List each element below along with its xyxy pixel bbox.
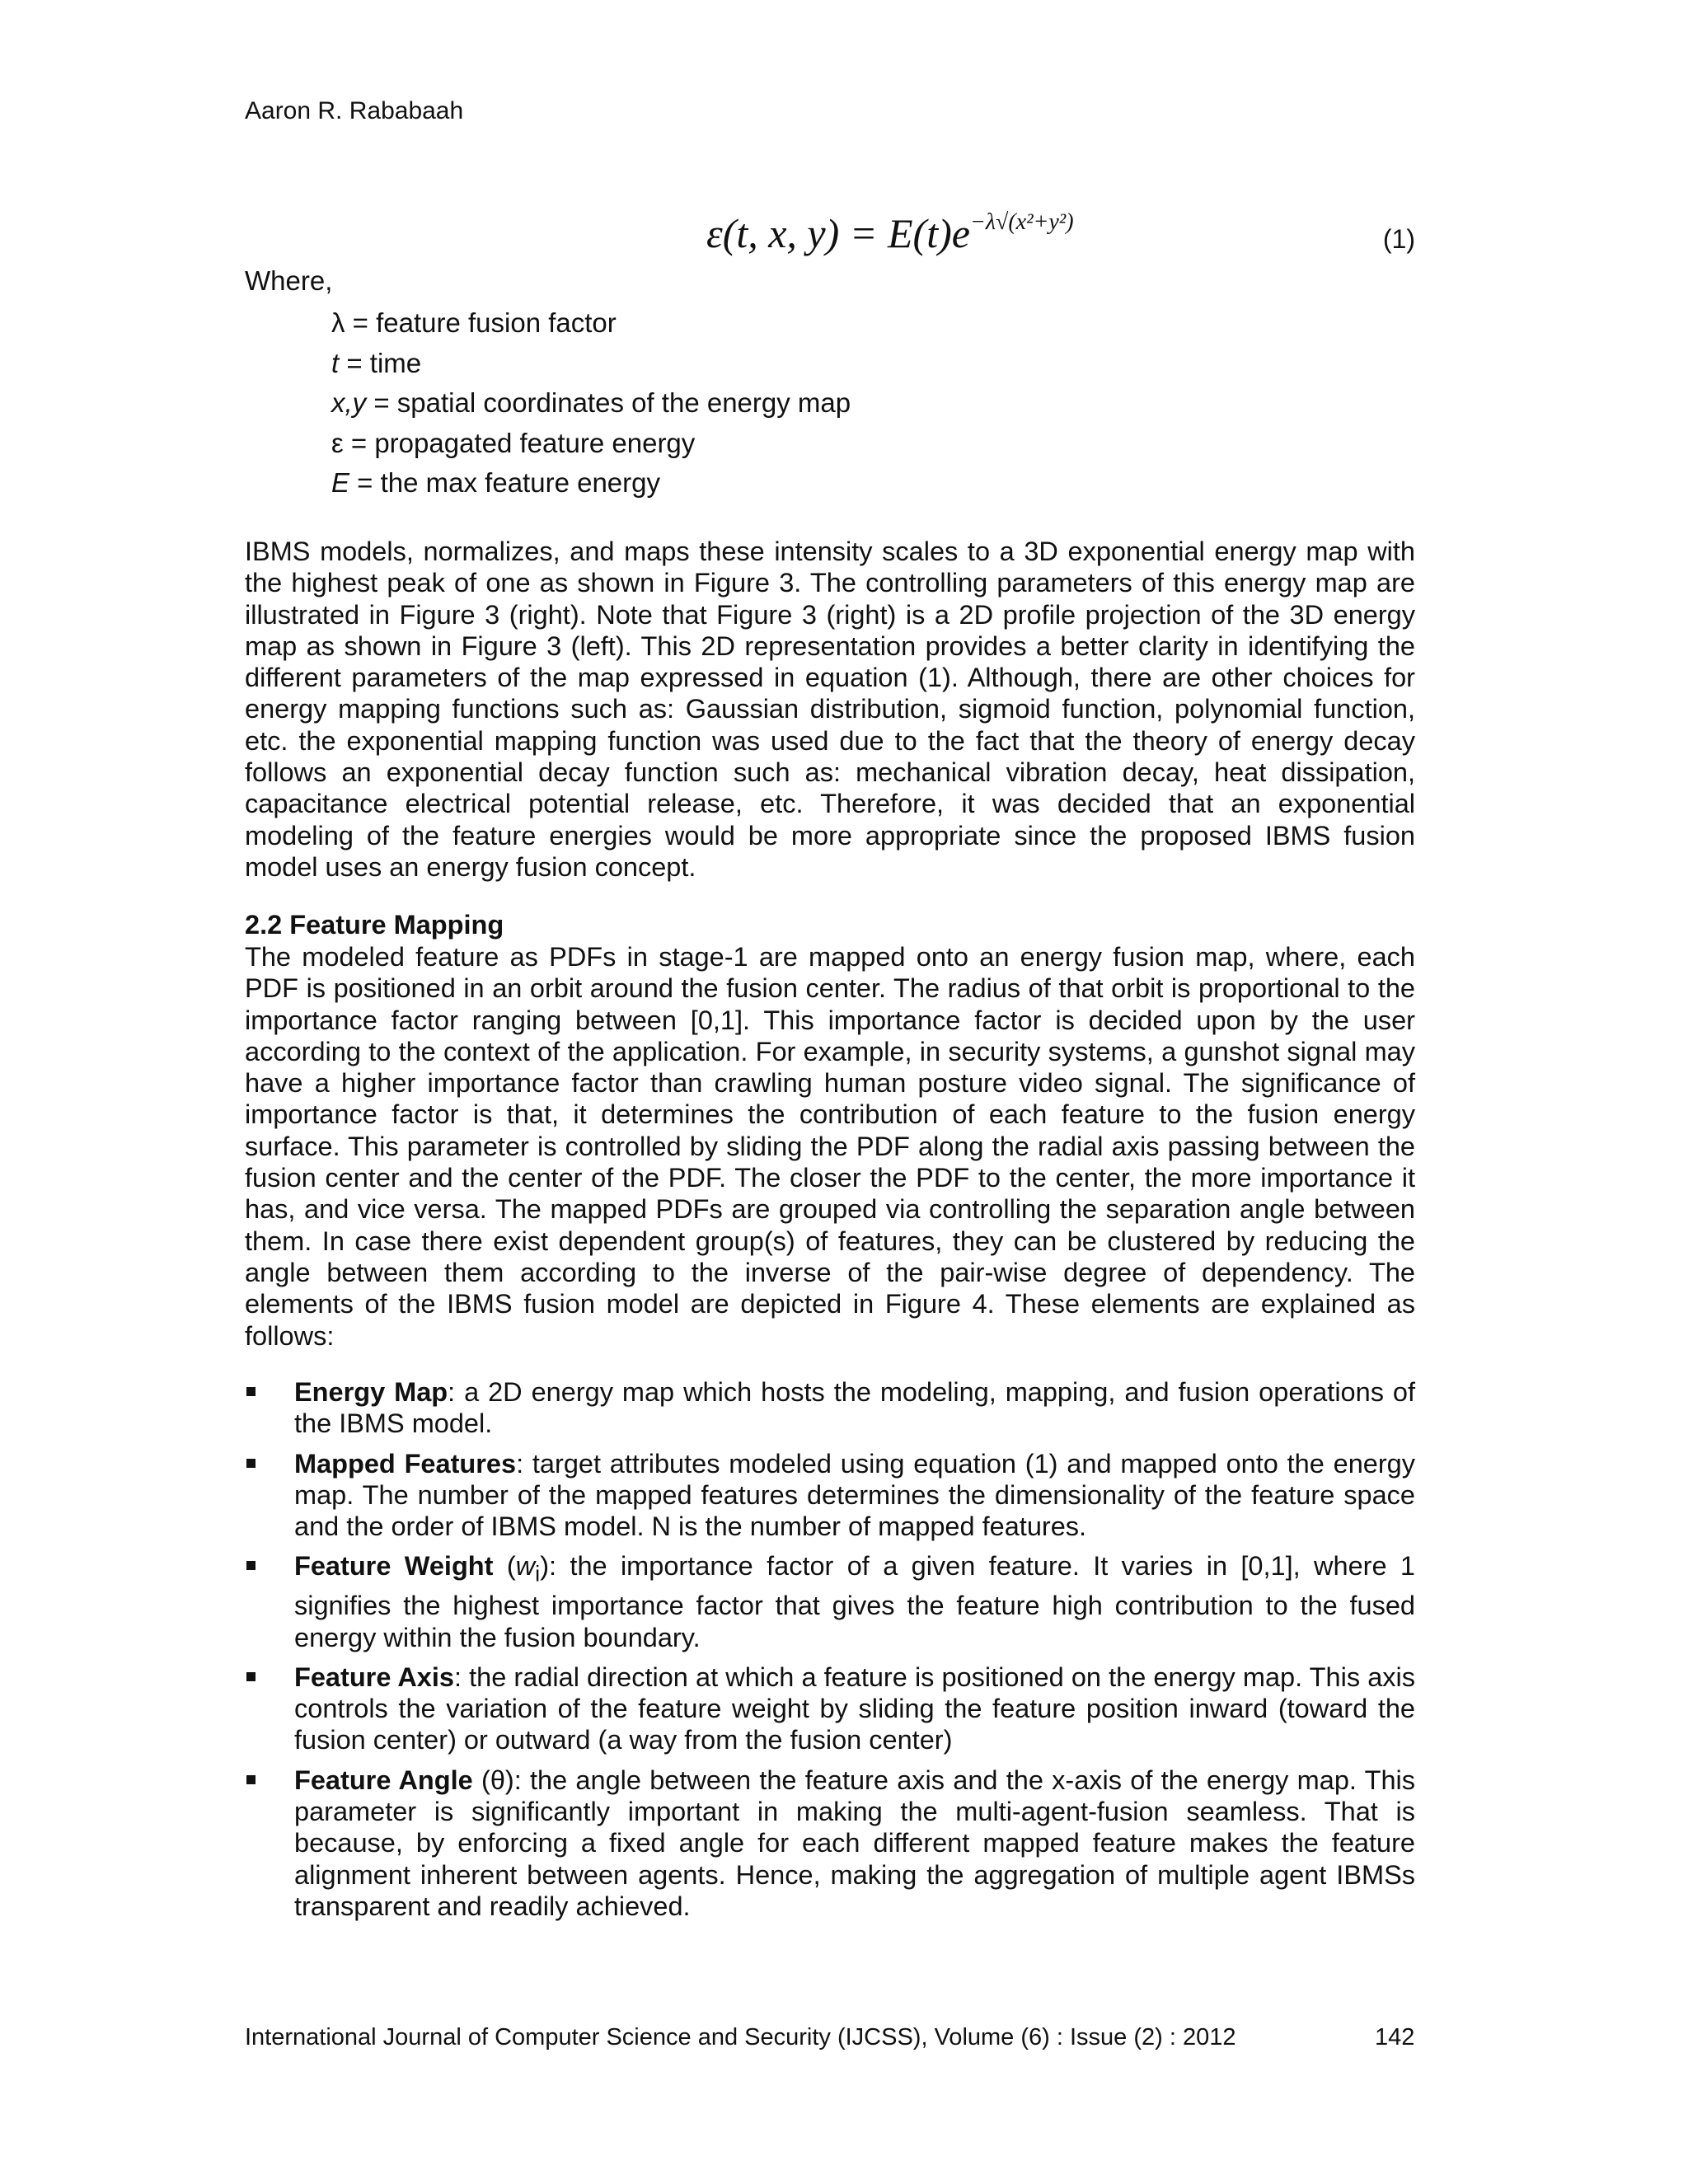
definition-item [331,424,851,464]
equation-lhs: ε(t, x, y) = E(t)e [706,210,970,256]
bullet-square-icon [246,1775,256,1784]
bullet-term: Feature Angle [294,1765,473,1795]
footer-page-number: 142 [1375,2024,1415,2050]
bullet-square-icon [246,1672,256,1681]
definition-text: = spatial coordinates of the energy map [366,387,851,418]
bullet-symbol-open: ( [493,1551,516,1582]
bullet-item-energy-map [245,1376,1415,1440]
bullet-symbol-close: ) [504,1765,514,1795]
bullet-term: Feature Axis [294,1661,454,1692]
where-label: Where, [245,265,333,296]
section-heading: 2.2 Feature Mapping [245,910,504,940]
bullet-symbol-close: ) [540,1551,550,1582]
element-bullet-list [245,1376,1415,1930]
equation-exponent: −λ√(x²+y²) [969,209,1074,235]
equation-formula [706,209,1074,257]
bullet-symbol-open: ( [472,1765,490,1795]
definition-symbol: λ [331,307,345,338]
definition-item [331,383,851,424]
bullet-item-feature-axis [245,1661,1415,1756]
definition-symbol: ε [331,427,344,458]
bullet-text: : a 2D energy map which hosts the modeling, mapping, and fusion operations of the IBMS model. [294,1377,1415,1439]
definition-text: = propagated feature energy [343,427,696,458]
definition-item [331,344,851,384]
bullet-square-icon [246,1459,256,1468]
bullet-term: Mapped Features [294,1448,517,1479]
definition-text: = time [339,347,422,378]
bullet-item-feature-weight [245,1550,1415,1652]
definition-symbol: E [331,467,350,498]
bullet-square-icon [246,1561,256,1570]
bullet-text: : the importance factor of a given feature. It varies in [0,1], where 1 signifies the highest importance factor that gives the feature high contribution to the fused energy within the fusion boundary. [294,1551,1415,1652]
bullet-term: Feature Weight [294,1551,494,1582]
equation-1 [245,209,1415,267]
definition-text: = feature fusion factor [345,307,617,338]
bullet-text: : target attributes modeled using equation (1) and mapped onto the energy map. The number of the mapped features determines the dimensionality of the feature space and the order of IBMS model. N is the number of mapped features. [294,1448,1415,1542]
footer-journal-citation: International Journal of Computer Science and Security (IJCSS), Volume (6) : Issue (2) : 2012 [245,2024,1236,2050]
bullet-symbol-subscript: i [535,1560,541,1586]
bullet-item-mapped-features [245,1448,1415,1543]
definition-item [331,463,851,504]
definition-item [331,303,851,344]
bullet-symbol: θ [490,1765,505,1795]
bullet-text: : the angle between the feature axis and the x-axis of the energy map. This parameter is significantly important in making the multi-agent-fusion seamless. That is because, by enforcing a fixed angle for each different mapped feature makes the feature alignment inherent between agents. Hence, making the aggregation of multiple agent IBMSs transparent and readily achieved. [294,1765,1415,1921]
definition-text: = the max feature energy [349,467,660,498]
bullet-item-feature-angle [245,1765,1415,1922]
equation-number: (1) [1382,224,1415,254]
bullet-text: : the radial direction at which a feature is positioned on the energy map. This axis controls the variation of the feature weight by sliding the feature position inward (toward the fusion center) or outward (a way from the fusion center) [294,1661,1415,1755]
definition-list [331,303,851,504]
definition-symbol: x,y [331,387,367,418]
bullet-square-icon [246,1387,256,1396]
definition-symbol: t [331,347,340,378]
bullet-symbol: w [515,1551,536,1582]
running-header-author: Aaron R. Rababaah [245,97,464,124]
body-paragraph-1: IBMS models, normalizes, and maps these intensity scales to a 3D exponential energy map with the highest peak of one as shown in Figure 3. The controlling parameters of this energy map are illustrated in Figure 3 (right). Note that Figure 3 (right) is a 2D profile projection of the 3D energy map as shown in Figure 3 (left). This 2D representation provides a better clarity in identifying the different parameters of the map expressed in equation (1). Although, there are other choices for energy mapping functions such as: Gaussian distribution, sigmoid function, polynomial function, etc. the exponential mapping function was used due to the fact that the theory of energy decay follows an exponential decay function such as: mechanical vibration decay, heat dissipation, capacitance electrical potential release, etc. Therefore, it was decided that an exponential modeling of the feature energies would be more appropriate since the proposed IBMS fusion model uses an energy fusion concept. [245,537,1415,882]
body-paragraph-2: The modeled feature as PDFs in stage-1 are mapped onto an energy fusion map, where, each PDF is positioned in an orbit around the fusion center. The radius of that orbit is proportional to the importance factor ranging between [0,1]. This importance factor is decided upon by the user according to the context of the application. For example, in security systems, a gunshot signal may have a higher importance factor than crawling human posture video signal. The significance of importance factor is that, it determines the contribution of each feature to the fusion energy surface. This parameter is controlled by sliding the PDF along the radial axis passing between the fusion center and the center of the PDF. The closer the PDF to the center, the more importance it has, and vice versa. The mapped PDFs are grouped via controlling the separation angle between them. In case there exist dependent group(s) of features, they can be clustered by reducing the angle between them according to the inverse of the pair-wise degree of dependency. The elements of the IBMS fusion model are depicted in Figure 4. These elements are explained as follows: [245,942,1415,1351]
bullet-term: Energy Map [294,1377,448,1407]
